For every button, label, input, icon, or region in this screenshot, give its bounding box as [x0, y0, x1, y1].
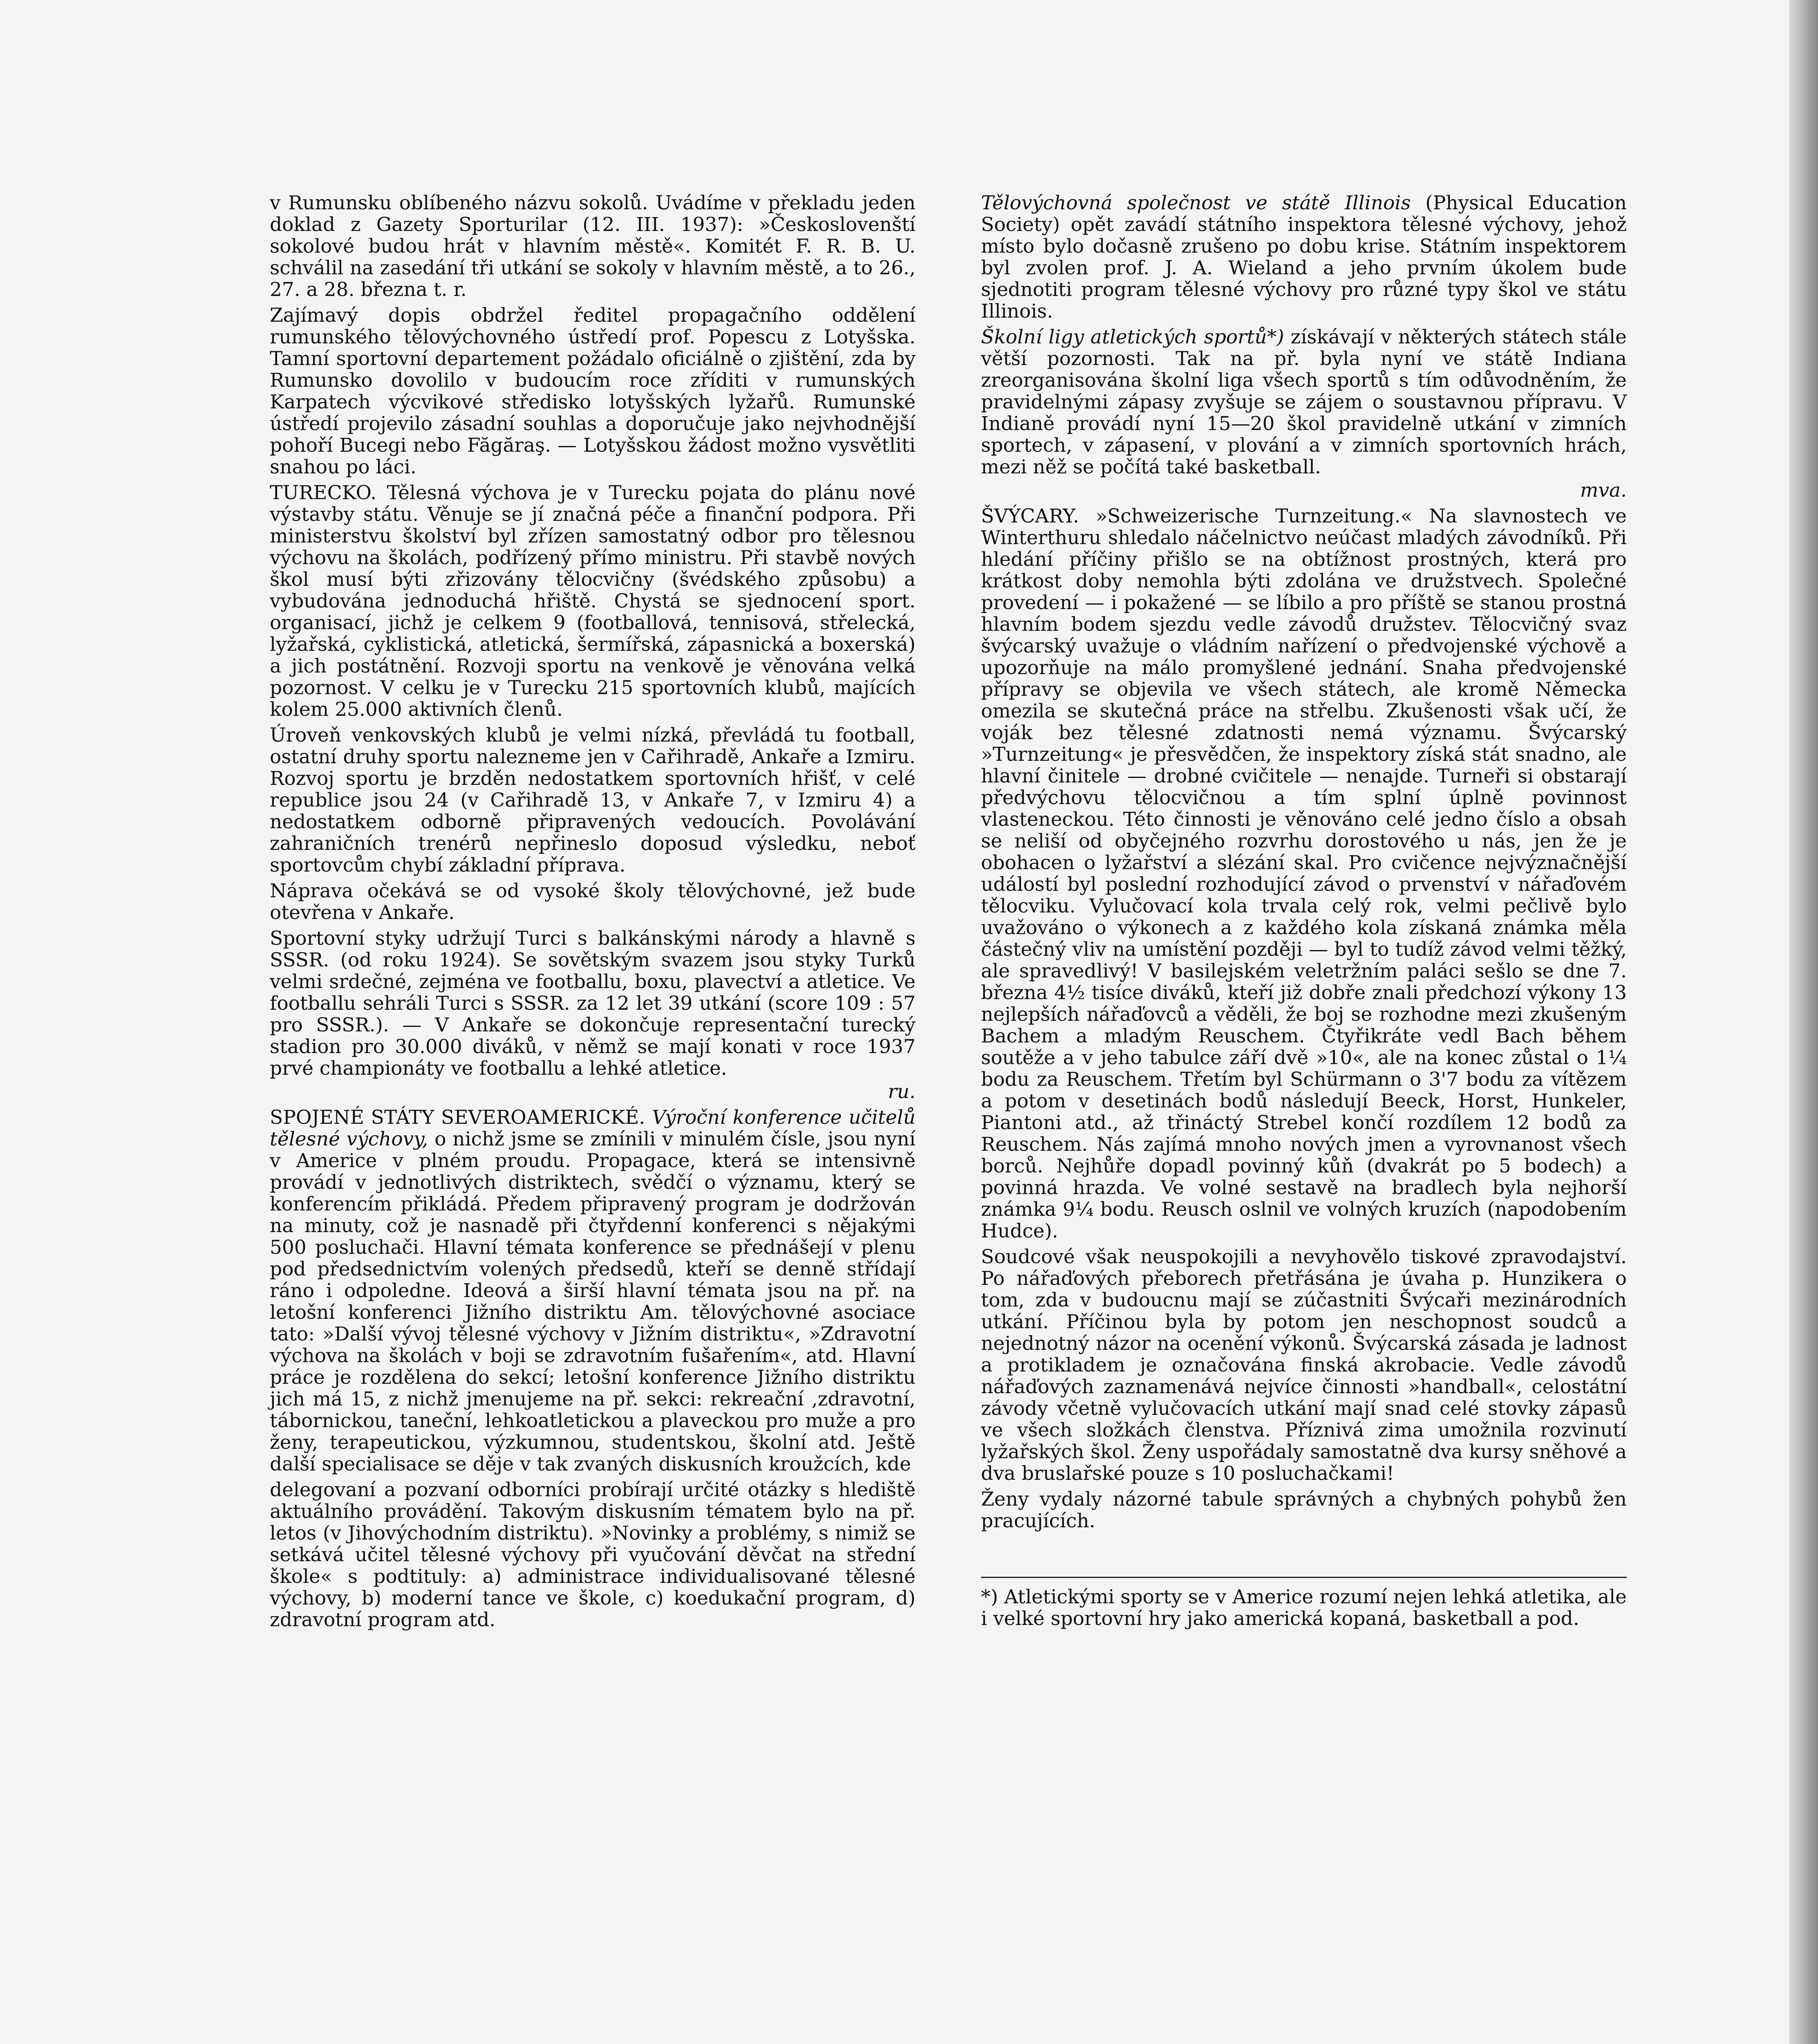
- paragraph-turecko-uroven: Úroveň venkovských klubů je velmi nízká, převládá tu football, ostatní druhy sportu nalezneme jen v Cařihradě, Ankaře a Izmiru. Rozvoj sportu je brzděn nedostatkem sportovních hřišť, v celé republice jsou 24 (v Cařihradě 13, v Ankaře 7, v Izmiru 4) a nedostatkem odborně připravených vedoucích. Povolávání zahraničních trenérů nepřineslo doposud výsledku, neboť sportovcům chybí základní příprava.: [270, 724, 916, 876]
- footnote: *) Atletickými sporty se v Americe rozumí nejen lehká atletika, ale i velké sportovní hry jako americká kopaná, basketball a pod.: [981, 1586, 1627, 1630]
- scan-edge-shadow: [1789, 0, 1818, 2044]
- paragraph-skolni-ligy: Školní ligy atletických sportů*) získávají v některých státech stále větší pozornosti. Tak na př. byla nyní ve státě Indiana zreorganisována školní liga všech sportů s tím odůvodněním, že pravidelnými zápasy zvyšuje se zájem o soustavnou přípravu. V Indianě provádí nyní 15—20 škol pravidelně utkání v zimních sportech, v zápasení, v plování a v zimních sportovních hrách, mezi něž se počítá také basketball.: [981, 326, 1627, 478]
- paragraph-spojene-staty: SPOJENÉ STÁTY SEVEROAMERICKÉ. Výroční konference učitelů tělesné výchovy, o nichž jsme se zmínili v minulém čísle, jsou nyní v Americe v plném proudu. Propagace, která se intensivně provádí v jednotlivých distriktech, svědčí o významu, který se konferencím přikládá. Předem připravený program je dodržován na minuty, což je nasnadě při čtyřdenní konferenci s nějakými 500 posluchači. Hlavní témata konference se přednášejí v plenu pod předsednictvím volených předsedů, kteří se denně střídají ráno i odpoledne. Ideová a širší hlavní témata jsou na př. na letošní konferenci Jižního distriktu Am. tělovýchovné asociace tato: »Další vývoj tělesné výchovy v Jižním distriktu«, »Zdravotní výchova na školách v boji se zdravotním fušařením«, atd. Hlavní práce je rozdělena do sekcí; letošní konference Jižního distriktu jich má 15, z nichž jmenujeme na př. sekci: rekreační ,zdravotní, tábornickou, taneční, lehkoatletickou a plaveckou pro muže a pro ženy, terapeutickou, výzkumnou, studentskou, školní atd. Ještě další specialisace se děje v tak zvaných diskusních kroužcích, kde: [270, 1106, 916, 1475]
- paragraph-diskusni-krouzky: delegovaní a pozvaní odborníci probírají určité otázky s hlediště aktuálního provádění. Takovým diskusním tématem bylo na př. letos (v Jihovýchodním distriktu). »Novinky a problémy, s nimiž se setkává učitel tělesné výchovy při vyučování děvčat na střední škole« s podtituly: a) administrace individualisované tělesné výchovy, b) moderní tance ve škole, c) koedukační program, d) zdravotní program atd.: [270, 1479, 916, 1631]
- paragraph-svycary-soudcove: Soudcové však neuspokojili a nevyhovělo tiskové zpravodajství. Po nářaďových přeborech přetřásána je úvaha p. Hunzikera o tom, zda v budoucnu mají se zúčastniti Švýcaři mezinárodních utkání. Příčinou byla by potom jen neschopnost soudců a nejednotný názor na ocenění výkonů. Švýcarská zásada je ladnost a protikladem je označována finská akrobacie. Vedle závodů nářaďových zaznamenává nejvíce činnosti »handball«, celostátní závody včetně vylučovacích utkání mají snad celé stovky zápasů ve všech složkách členstva. Příznivá zima umožnila rozvinutí lyžařských škol. Ženy uspořádaly samostatně dva kursy sněhové a dva bruslařské pouze s 10 posluchačkami!: [981, 1246, 1627, 1485]
- paragraph-zeny-tabule: Ženy vydaly názorné tabule správných a chybných pohybů žen pracujících.: [981, 1488, 1627, 1532]
- author-signature-ru: ru.: [888, 1080, 916, 1103]
- footnote-divider: [981, 1577, 1627, 1578]
- author-signature-mva: mva.: [1580, 479, 1627, 502]
- paragraph-svycary: ŠVÝCARY. »Schweizerische Turnzeitung.« Na slavnostech ve Winterthuru shledalo náčelnictvo neúčast mladých závodníků. Při hledání příčiny přišlo se na obtížnost prostných, která pro krátkost doby nemohla býti zdolána ve družstvech. Společné provedení — i pokažené — se líbilo a pro příště se stanou prostná hlavním bodem sjezdu vedle závodů družstev. Tělocvičný svaz švýcarský uvažuje o vládním nařízení o předvojenské výchově a upozorňuje na málo promyšlené jednání. Snaha předvojenské přípravy se objevila ve všech státech, ale kromě Německa omezila se skutečná práce na střelbu. Zkušenosti však učí, že voják bez tělesné zdatnosti nemá významu. Švýcarský »Turnzeitung« je přesvědčen, že inspektory získá stát snadno, ale hlavní činitele — drobné cvičitele — nenajde. Turneři si obstarají předvýchovu tělocvičnou a tím splní úplně povinnost vlasteneckou. Této činnosti je věnováno celé jedno číslo a obsah se neliší od obyčejného rozvrhu dorostového u nás, jen že je obohacen o lyžařství a slézání skal. Pro cvičence nejvýznačnější událostí byl poslední rozhodující závod o prvenství v nářaďovém tělocviku. Vylučovací kola trvala celý rok, velmi pečlivě bylo uvažováno o výkonech a z každého kola získaná známka měla částečný vliv na umístění později — byl to tudíž závod velmi těžký, ale spravedlivý! V basilejském veletržním paláci sešlo se dne 7. března 4½ tisíce diváků, kteří již dobře znali předchozí výkony 13 nejlepších nářaďovců a věděli, že boj se rozhodne mezi zkušeným Bachem a mladým Reuschem. Čtyřikráte vedl Bach během soutěže a v jeho tabulce září dvě »10«, ale na konec zůstal o 1¼ bodu za Reuschem. Třetím byl Schürmann o 3'7 bodu za vítězem a potom v desetinách bodů následují Beeck, Horst, Hunkeler, Piantoni atd., až třináctý Strebel končí rozdílem 12 bodů za Reuschem. Nás zajímá mnoho nových jmen a vyrovnanost všech borců. Nejhůře dopadl povinný kůň (dvakrát po 5 bodech) a povinná hrazda. Ve volné sestavě na bradlech byla nejhorší známka 9¼ bodu. Reusch oslnil ve volných kruzích (napodobením Hudce).: [981, 505, 1627, 1242]
- right-column: [981, 192, 1627, 1634]
- left-column: [270, 192, 916, 1635]
- paragraph-lotyssko-lyzari: Zajímavý dopis obdržel ředitel propagačního oddělení rumunského tělovýchovného ústředí prof. Popescu z Lotyšska. Tamní sportovní departement požádalo oficiálně o zjištění, zda by Rumunsko dovolilo v budoucím roce zříditi v rumunských Karpatech výcvikové středisko lotyšských lyžařů. Rumunské ústředí projevilo zásadní souhlas a doporučuje jako nejvhodnější pohoří Bucegi nebo Făgăraş. — Lotyšskou žádost možno vysvětliti snahou po láci.: [270, 304, 916, 478]
- paragraph-turecko-styky: Sportovní styky udržují Turci s balkánskými národy a hlavně s SSSR. (od roku 1924). Se sovětským svazem jsou styky Turků velmi srdečné, zejména ve footballu, boxu, plavectví a atletice. Ve footballu sehráli Turci s SSSR. za 12 let 39 utkání (score 109 : 57 pro SSSR.). — V Ankaře se dokončuje representační turecký stadion pro 30.000 diváků, v němž se mají konati v roce 1937 prvé championáty ve footballu a lehké atletice.: [270, 927, 916, 1080]
- paragraph-sokol-rumunsko: v Rumunsku oblíbeného názvu sokolů. Uvádíme v překladu jeden doklad z Gazety Sporturilar (12. III. 1937): »Českoslovenští sokolové budou hrát v hlavním městě«. Komitét F. R. B. U. schválil na zasedání tři utkání se sokoly v hlavním městě, a to 26., 27. a 28. března t. r.: [270, 192, 916, 301]
- paragraph-turecko-naprava: Náprava očekává se od vysoké školy tělovýchovné, jež bude otevřena v Ankaře.: [270, 880, 916, 924]
- paragraph-turecko: TURECKO. Tělesná výchova je v Turecku pojata do plánu nové výstavby státu. Věnuje se jí značná péče a finanční podpora. Při ministerstvu školství byl zřízen samostatný odbor pro tělesnou výchovu na školách, podřízený přímo ministru. Při stavbě nových škol musí býti zřizovány tělocvičny (švédského způsobu) a vybudována jednoduchá hřiště. Chystá se sjednocení sport. organisací, jichž je celkem 9 (footballová, tennisová, střelecká, lyžařská, cyklistická, atletická, šermířská, zápasnická a boxerská) a jich postátnění. Rozvoji sportu na venkově je věnována velká pozornost. V celku je v Turecku 215 sportovních klubů, majících kolem 25.000 aktivních členů.: [270, 482, 916, 721]
- paragraph-illinois: Tělovýchovná společnost ve státě Illinois (Physical Education Society) opět zavádí státního inspektora tělesné výchovy, jehož místo bylo dočasně zrušeno po dobu krise. Státním inspektorem byl zvolen prof. J. A. Wieland a jeho prvním úkolem bude sjednotiti program tělesné výchovy pro různé typy škol ve státu Illinois.: [981, 192, 1627, 323]
